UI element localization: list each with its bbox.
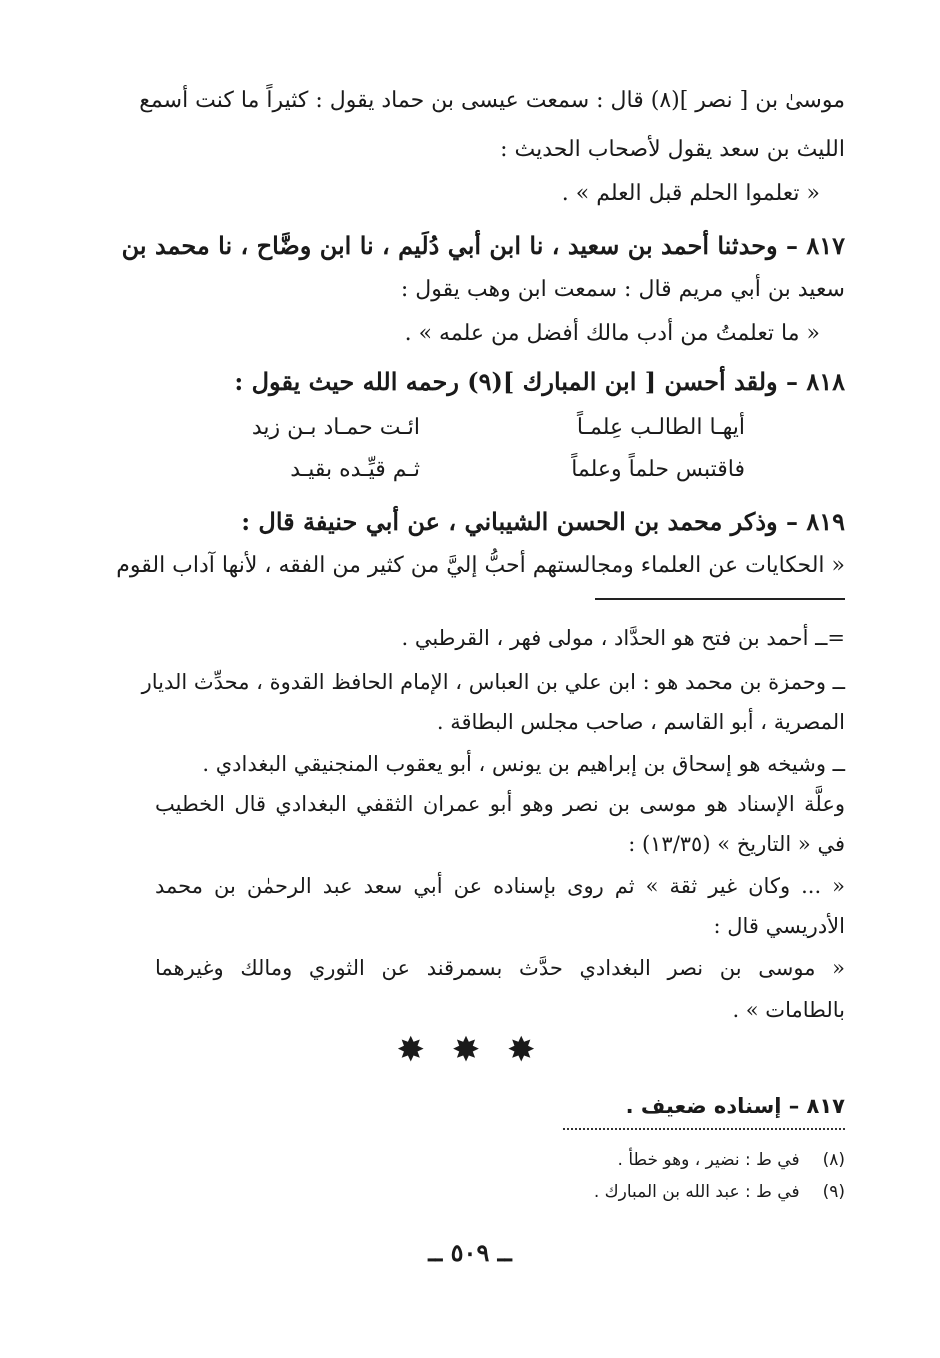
footnote-9-text: في ط : عبد الله بن المبارك .: [593, 1182, 800, 1202]
main-line-2: الليث بن سعد يقول لأصحاب الحديث :: [500, 137, 845, 162]
commentary-line-3: المصرية ، أبو القاسم ، صاحب مجلس البطاقة .: [436, 710, 845, 734]
editor-note: ٨١٧ – إسناده ضعيف .: [625, 1094, 845, 1118]
commentary-line-9: « موسى بن نصر البغدادي حدَّث بسمرقند عن الثوري ومالك وغيرهما: [155, 956, 845, 980]
commentary-line-8: الأدريسي قال :: [713, 914, 845, 938]
verse-1-first-hemistich: أيهـا الطالـب عِلمـاً: [576, 415, 745, 440]
commentary-line-2: ــ وحمزة بن محمد هو : ابن علي بن العباس ، الإمام الحافظ القدوة ، محدِّث الديار: [141, 670, 845, 694]
footnote-9: [594, 1182, 845, 1202]
commentary-line-7: « ... وكان غير ثقة » ثم روى بإسناده عن أبي سعد عبد الرحمٰن بن محمد: [155, 874, 845, 898]
entry-819-line: ٨١٩ – وذكر محمد بن الحسن الشيباني ، عن أبي حنيفة قال :: [241, 507, 845, 536]
footnote-8-text: في ط : نضير ، وهو خطأ .: [617, 1150, 800, 1170]
entry-817-quote: « ما تعلمتُ من أدب مالك أفضل من علمه » .: [404, 321, 820, 346]
verse-1-second-hemistich: ائـت حمـاد بـن زيد: [251, 415, 420, 440]
entry-817-line-1: ٨١٧ – وحدثنا أحمد بن سعيد ، نا ابن أبي دُلَيم ، نا ابن وضَّاح ، نا محمد بن: [121, 231, 845, 260]
verse-2-second-hemistich: ثـم قيِّـده بقيـد: [290, 457, 420, 482]
section-separator-stars: ✸ ✸ ✸: [396, 1030, 544, 1070]
page-number: ــ ٥٠٩ ــ: [428, 1238, 512, 1267]
footnote-8-key: (٨): [822, 1150, 845, 1170]
entry-817-line-2: سعيد بن أبي مريم قال : سمعت ابن وهب يقول :: [400, 277, 845, 302]
main-line-3: « تعلموا الحلم قبل العلم » .: [561, 181, 820, 206]
commentary-line-10: بالطامات » .: [732, 998, 845, 1022]
footnote-9-key: (٩): [822, 1182, 845, 1202]
commentary-line-6: في « التاريخ » (١٣/٣٥) :: [628, 832, 845, 856]
commentary-line-4: ــ وشيخه هو إسحاق بن إبراهيم بن يونس ، أبو يعقوب المنجنيقي البغدادي .: [202, 752, 845, 776]
main-line-1: موسىٰ بن [ نصر ](٨) قال : سمعت عيسى بن حماد يقول : كثيراً ما كنت أسمع: [139, 88, 845, 113]
verse-2-first-hemistich: فاقتبس حلماً وعلماً: [571, 457, 745, 482]
commentary-divider: [595, 598, 845, 600]
entry-818-line: ٨١٨ – ولقد أحسن [ ابن المبارك ](٩) رحمه الله حيث يقول :: [234, 367, 845, 396]
commentary-line-5: وعلَّة الإسناد هو موسى بن نصر وهو أبو عمران الثقفي البغدادي قال الخطيب: [155, 792, 845, 816]
footnote-8: [618, 1150, 845, 1170]
commentary-line-1: =ــ أحمد بن فتح هو الحدَّاد ، مولى فهر ، القرطبي .: [401, 626, 845, 650]
entry-819-quote: « الحكايات عن العلماء ومجالستهم أحبُّ إليَّ من كثير من الفقه ، لأنها آداب القوم: [116, 553, 845, 578]
footnote-dotted-divider: [563, 1128, 845, 1130]
